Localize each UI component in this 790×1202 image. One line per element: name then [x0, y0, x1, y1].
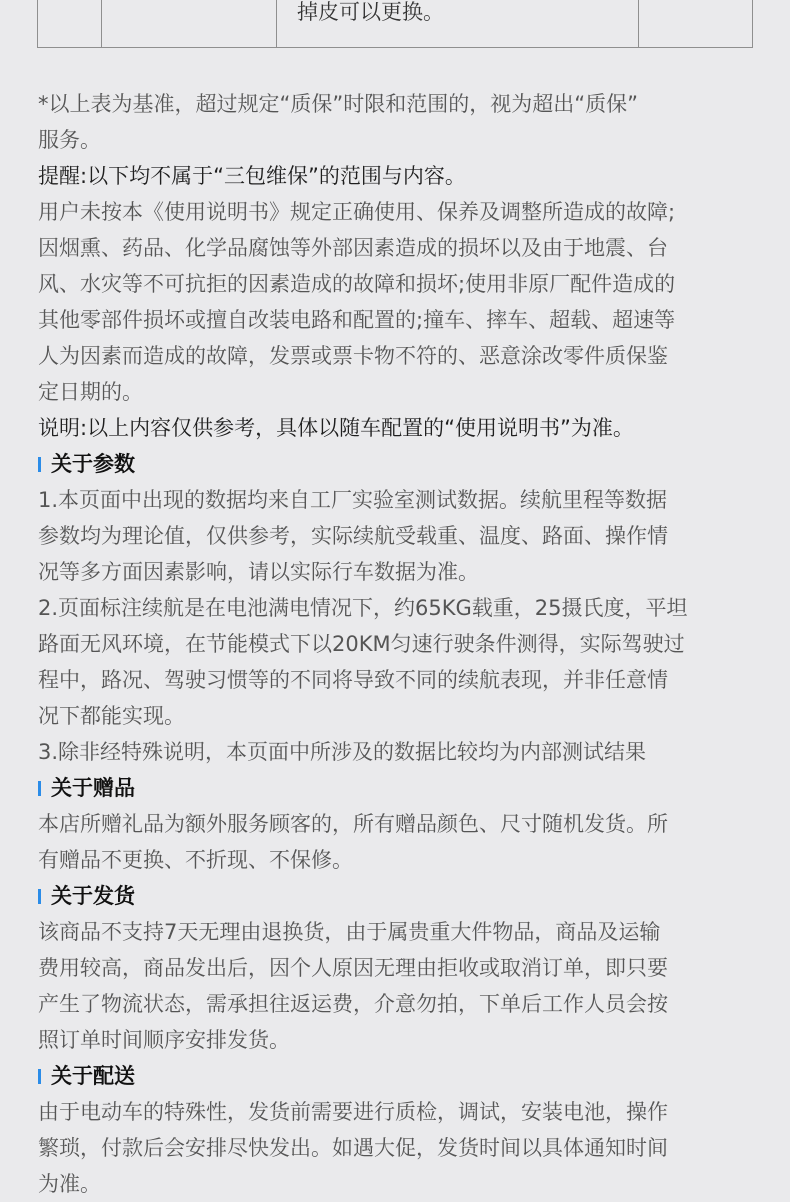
section-title: 关于参数 [51, 452, 135, 476]
warranty-note-line: *以上表为基准，超过规定“质保”时限和范围的，视为超出“质保” [38, 92, 639, 116]
warranty-note-line: 服务。 [38, 128, 101, 152]
reminder-line: 风、水灾等不可抗拒的因素造成的故障和损坏;使用非原厂配件造成的 [38, 272, 676, 296]
reminder-line: 用户未按本《使用说明书》规定正确使用、保养及调整所造成的故障; [38, 200, 676, 224]
section-title: 关于赠品 [51, 776, 135, 800]
accent-bar [38, 889, 41, 904]
table-cell-text: 掉皮可以更换。 [297, 0, 444, 24]
section-heading-shipping [38, 878, 762, 914]
section-heading-delivery [38, 1058, 762, 1094]
delivery-line: 繁琐，付款后会安排尽快发出。如遇大促，发货时间以具体通知时间 [38, 1136, 668, 1160]
section-title: 关于配送 [51, 1064, 135, 1088]
params-line: 况下都能实现。 [38, 704, 185, 728]
table-divider [101, 0, 102, 47]
reminder-line: 定日期的。 [38, 380, 143, 404]
section-heading-params [38, 446, 762, 482]
reminder-title: 提醒:以下均不属于“三包维保”的范围与内容。 [38, 164, 466, 188]
accent-bar [38, 457, 41, 472]
accent-bar [38, 781, 41, 796]
table-divider [638, 0, 639, 47]
policy-content [38, 86, 762, 1202]
delivery-line: 为准。 [38, 1172, 101, 1196]
accent-bar [38, 1069, 41, 1084]
delivery-line: 由于电动车的特殊性，发货前需要进行质检，调试，安装电池，操作 [38, 1100, 668, 1124]
gifts-line: 有赠品不更换、不折现、不保修。 [38, 848, 353, 872]
params-line: 路面无风环境，在节能模式下以20KM匀速行驶条件测得，实际驾驶过 [38, 632, 685, 656]
shipping-line: 照订单时间顺序安排发货。 [38, 1028, 290, 1052]
reminder-line: 因烟熏、药品、化学品腐蚀等外部因素造成的损坏以及由于地震、台 [38, 236, 668, 260]
params-line: 3.除非经特殊说明，本页面中所涉及的数据比较均为内部测试结果 [38, 740, 647, 764]
shipping-line: 费用较高，商品发出后，因个人原因无理由拒收或取消订单，即只要 [38, 956, 668, 980]
gifts-line: 本店所赠礼品为额外服务顾客的，所有赠品颜色、尺寸随机发货。所 [38, 812, 668, 836]
reminder-line: 其他零部件损坏或擅自改装电路和配置的;撞车、摔车、超载、超速等 [38, 308, 676, 332]
table-divider [276, 0, 277, 47]
params-line: 1.本页面中出现的数据均来自工厂实验室测试数据。续航里程等数据 [38, 488, 668, 512]
params-line: 况等多方面因素影响，请以实际行车数据为准。 [38, 560, 479, 584]
params-line: 程中，路况、驾驶习惯等的不同将导致不同的续航表现，并非任意情 [38, 668, 668, 692]
shipping-line: 该商品不支持7天无理由退换货，由于属贵重大件物品，商品及运输 [38, 920, 661, 944]
params-line: 参数均为理论值，仅供参考，实际续航受载重、温度、路面、操作情 [38, 524, 668, 548]
reminder-line: 人为因素而造成的故障，发票或票卡物不符的、恶意涂改零件质保鉴 [38, 344, 668, 368]
explain-line: 说明:以上内容仅供参考，具体以随车配置的“使用说明书”为准。 [38, 416, 634, 440]
shipping-line: 产生了物流状态，需承担往返运费，介意勿拍，下单后工作人员会按 [38, 992, 668, 1016]
params-line: 2.页面标注续航是在电池满电情况下，约65KG载重，25摄氏度，平坦 [38, 596, 688, 620]
warranty-table-fragment [37, 0, 753, 48]
section-title: 关于发货 [51, 884, 135, 908]
section-heading-gifts [38, 770, 762, 806]
